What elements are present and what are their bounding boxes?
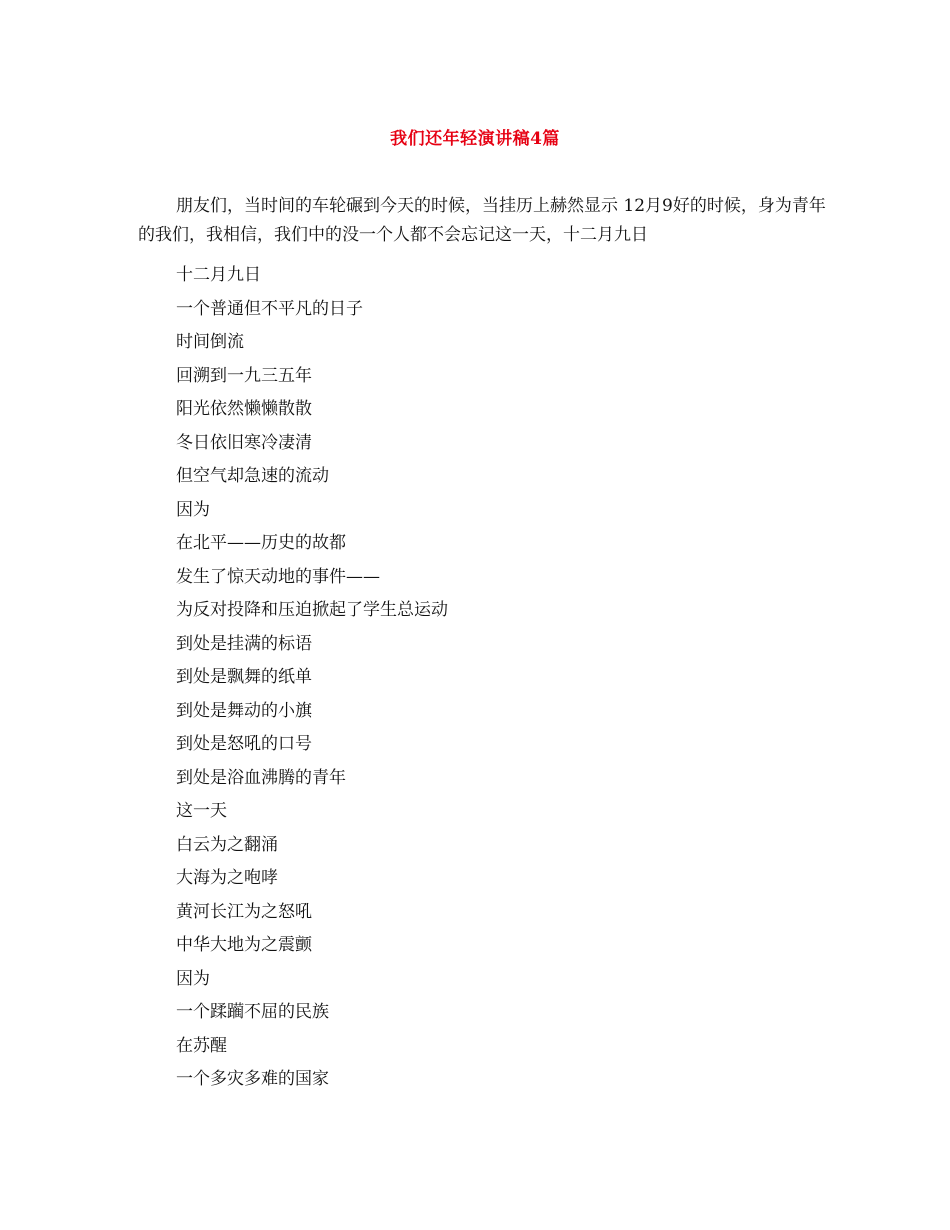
poem-line: 因为 bbox=[176, 968, 210, 989]
poem-line: 因为 bbox=[176, 499, 210, 520]
poem-line: 为反对投降和压迫掀起了学生总运动 bbox=[176, 600, 448, 620]
poem-line: 发生了惊天动地的事件—— bbox=[176, 566, 380, 587]
poem-lines bbox=[176, 259, 448, 1097]
poem-line: 这一天 bbox=[176, 801, 227, 821]
poem-line: 到处是挂满的标语 bbox=[176, 633, 312, 654]
poem-line: 大海为之咆哮 bbox=[176, 868, 278, 888]
document-title: 我们还年轻演讲稿4篇 bbox=[390, 129, 560, 149]
poem-line: 在北平——历史的故都 bbox=[176, 533, 346, 553]
poem-line: 在苏醒 bbox=[176, 1035, 227, 1056]
poem-line: 阳光依然懒懒散散 bbox=[176, 399, 312, 419]
poem-line: 十二月九日 bbox=[176, 265, 261, 285]
poem-line: 中华大地为之震颤 bbox=[176, 935, 312, 955]
poem-line: 黄河长江为之怒吼 bbox=[176, 901, 312, 922]
poem-line: 到处是怒吼的口号 bbox=[176, 734, 312, 754]
poem-line: 一个多灾多难的国家 bbox=[176, 1069, 329, 1089]
poem-line: 冬日依旧寒冷凄清 bbox=[176, 432, 312, 453]
poem-line: 一个蹂躏不屈的民族 bbox=[176, 1002, 329, 1022]
intro-paragraph: 朋友们，当时间的车轮碾到今天的时候，当挂历上赫然显示 12月9好的时候，身为青年的我们，我相信，我们中的没一个人都不会忘记这一天，十二月九日 bbox=[138, 196, 826, 245]
poem-line: 到处是舞动的小旗 bbox=[176, 700, 312, 721]
poem-line: 到处是飘舞的纸单 bbox=[176, 667, 312, 687]
poem-line: 但空气却急速的流动 bbox=[176, 466, 329, 486]
poem-line: 回溯到一九三五年 bbox=[176, 365, 312, 386]
poem-line: 一个普通但不平凡的日子 bbox=[176, 298, 363, 319]
poem-line: 时间倒流 bbox=[176, 332, 244, 352]
poem-line: 到处是浴血沸腾的青年 bbox=[176, 767, 346, 788]
poem-line: 白云为之翻涌 bbox=[176, 834, 278, 855]
